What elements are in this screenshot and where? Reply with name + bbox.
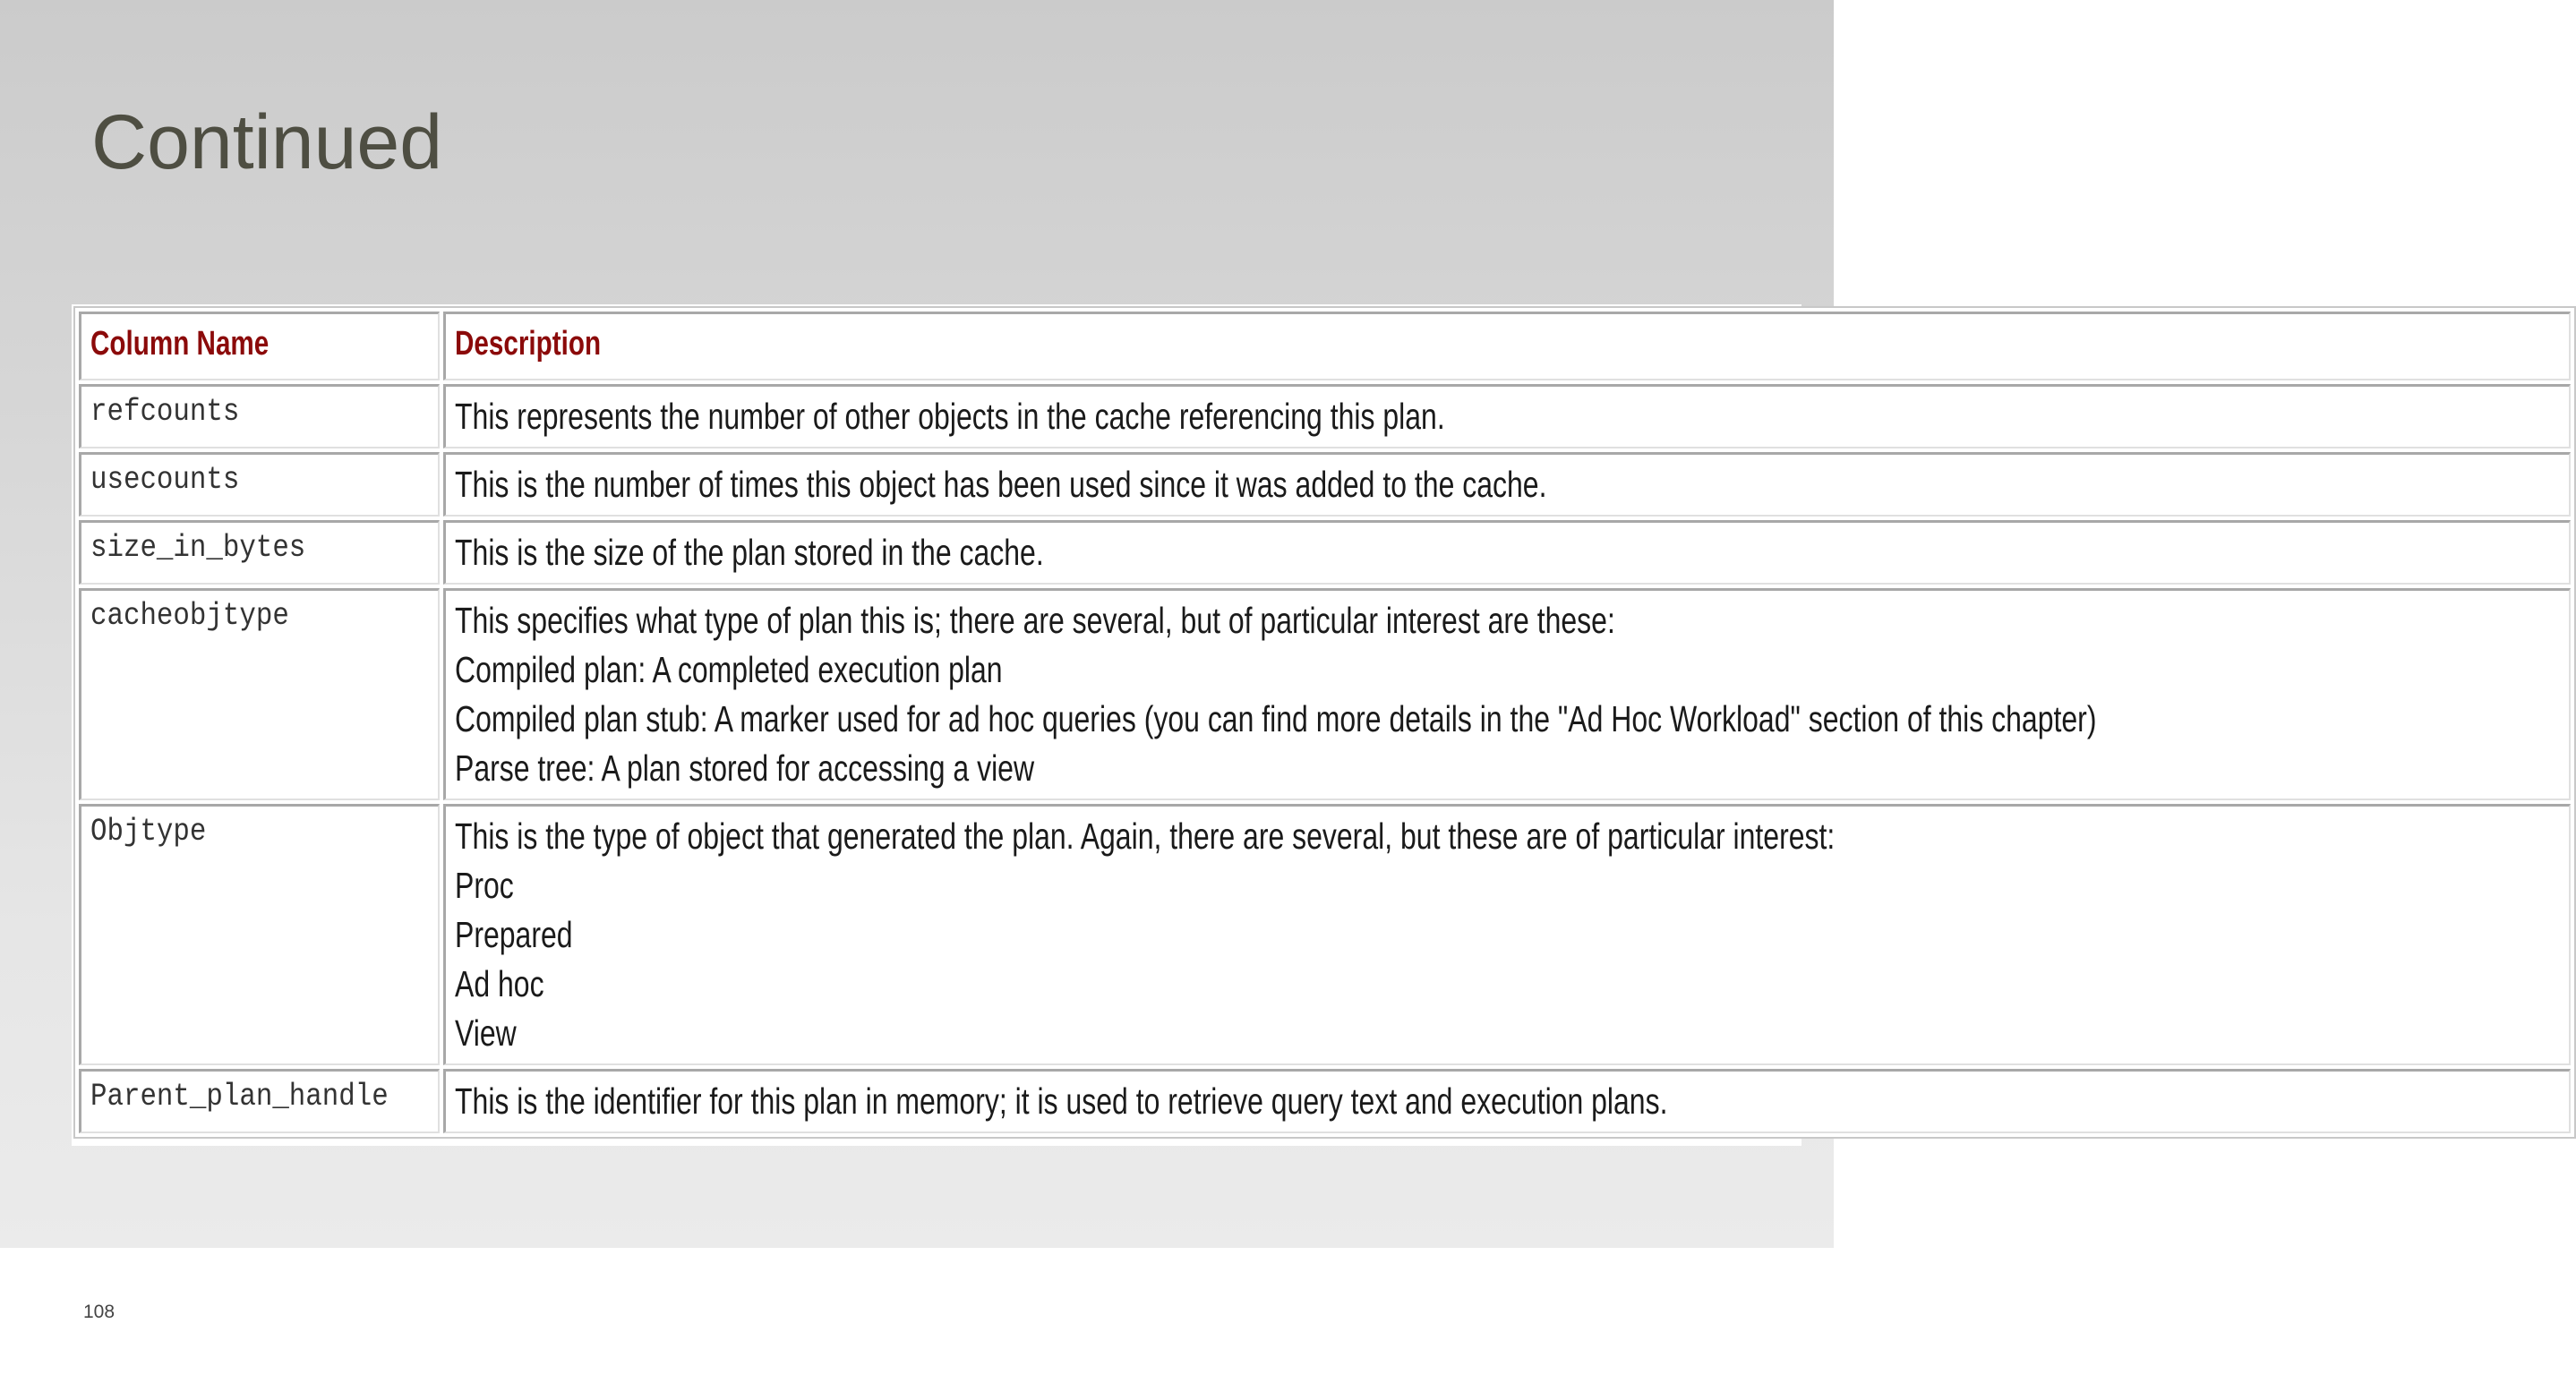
column-name-text: Objtype [90,814,207,850]
column-name-cell [79,452,440,517]
table-row [79,804,2571,1065]
column-name-header: Column Name [79,312,440,380]
table-row [79,1069,2571,1133]
description-cell [443,452,2571,517]
column-name-cell [79,520,440,585]
description-cell [443,804,2571,1065]
slide-title: Continued [91,99,443,185]
column-name-cell [79,384,440,448]
description-line [455,1009,2560,1058]
page-number: 108 [83,1302,116,1322]
description-cell [443,588,2571,800]
description-text: Ad hoc [455,963,544,1004]
slide-footer [0,1248,1834,1375]
description-line [455,744,2560,793]
description-cell [443,1069,2571,1133]
description-header: Description [443,312,2571,380]
column-name-text: size_in_bytes [90,530,306,566]
description-text: This is the number of times this object has been used since it was added to the cache. [455,464,1547,505]
description-text: Proc [455,865,514,906]
description-text: Compiled plan: A completed execution plan [455,649,1003,690]
description-line [455,460,2560,509]
table-row [79,520,2571,585]
description-text: This is the identifier for this plan in memory; it is used to retrieve query text and execution plans. [455,1080,1668,1122]
description-line [455,960,2560,1009]
description-text: This specifies what type of plan this is; there are several, but of particular interest are these: [455,600,1615,641]
description-line [455,528,2560,577]
description-text: This represents the number of other objects in the cache referencing this plan. [455,396,1445,437]
column-name-cell [79,588,440,800]
column-name-text: Parent_plan_handle [90,1079,389,1115]
description-line [455,861,2560,910]
column-name-cell [79,1069,440,1133]
table-row [79,384,2571,448]
description-line [455,645,2560,695]
description-line [455,812,2560,861]
description-line [455,695,2560,744]
table-header-row [79,312,2571,380]
table-body [79,384,2571,1133]
reference-table [73,306,2576,1139]
table-row [79,588,2571,800]
column-name-text: cacheobjtype [90,598,289,634]
column-name-text: refcounts [90,394,240,430]
description-line [455,596,2560,645]
description-cell [443,520,2571,585]
column-name-cell [79,804,440,1065]
description-cell [443,384,2571,448]
description-text: View [455,1012,517,1054]
description-text: Compiled plan stub: A marker used for ad hoc queries (you can find more details in the "Ad Hoc Workload" section of this chapter) [455,698,2097,739]
table-row [79,452,2571,517]
description-text: Prepared [455,914,573,955]
reference-table-frame [72,304,2097,1146]
description-line [455,392,2560,441]
description-line [455,1077,2560,1126]
column-name-text: usecounts [90,462,240,498]
description-text: This is the size of the plan stored in the cache. [455,532,1044,573]
description-text: This is the type of object that generated the plan. Again, there are several, but these are of particular interest: [455,816,1836,857]
description-line [455,910,2560,960]
description-text: Parse tree: A plan stored for accessing a view [455,747,1035,789]
